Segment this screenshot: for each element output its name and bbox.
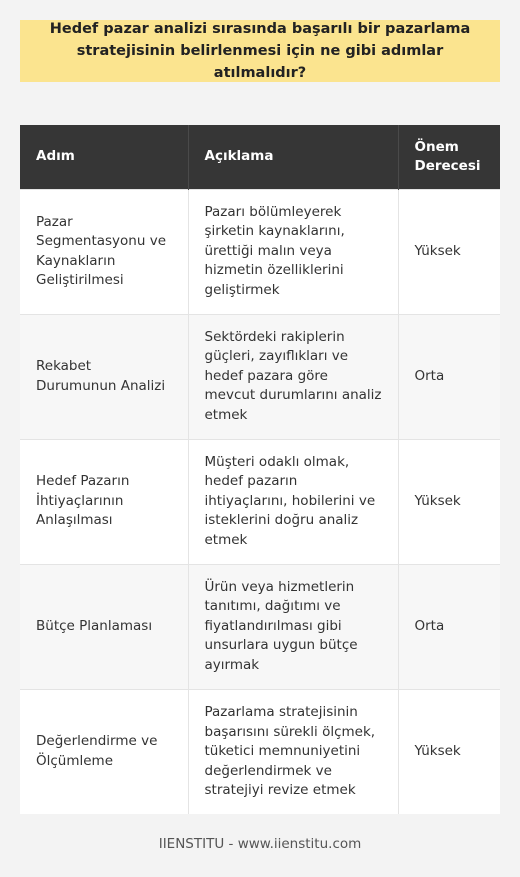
cell-step: Bütçe Planlaması	[20, 564, 188, 689]
cell-importance: Yüksek	[398, 189, 500, 314]
footer-credit: IIENSTITU - www.iienstitu.com	[158, 836, 362, 852]
cell-importance: Orta	[398, 564, 500, 689]
cell-description: Sektördeki rakiplerin güçleri, zayıflıkları ve hedef pazara göre mevcut durumlarını analiz etmek	[188, 314, 398, 439]
header-step: Adım	[36, 148, 75, 165]
cell-importance: Orta	[398, 314, 500, 439]
title-banner	[20, 20, 500, 82]
table-row	[20, 564, 500, 689]
header-description: Açıklama	[188, 125, 398, 189]
cell-description: Pazarı bölümleyerek şirketin kaynaklarını, ürettiği malın veya hizmetin özelliklerini geliştirmek	[188, 189, 398, 314]
cell-description: Ürün veya hizmetlerin tanıtımı, dağıtımı ve fiyatlandırılması gibi unsurlara uygun bütçe ayırmak	[188, 564, 398, 689]
page-title: Hedef pazar analizi sırasında başarılı bir pazarlama stratejisinin belirlenmesi için ne gibi adımlar atılmalıdır?	[49, 21, 471, 81]
cell-importance: Yüksek	[398, 689, 500, 814]
steps-table	[20, 125, 500, 814]
header-importance: Önem Derecesi	[398, 125, 500, 189]
table-row	[20, 189, 500, 314]
cell-step: Hedef Pazarın İhtiyaçlarının Anlaşılması	[20, 439, 188, 564]
cell-step: Pazar Segmentasyonu ve Kaynakların Geliştirilmesi	[20, 189, 188, 314]
cell-description: Müşteri odaklı olmak, hedef pazarın ihtiyaçlarını, hobilerini ve isteklerini doğru analiz etmek	[188, 439, 398, 564]
cell-step: Değerlendirme ve Ölçümleme	[20, 689, 188, 814]
table-row	[20, 689, 500, 814]
table-header-row	[20, 125, 500, 189]
table-row	[20, 314, 500, 439]
cell-description: Pazarlama stratejisinin başarısını sürekli ölçmek, tüketici memnuniyetini değerlendirmek ve stratejiyi revize etmek	[188, 689, 398, 814]
cell-importance: Yüksek	[398, 439, 500, 564]
table-row	[20, 439, 500, 564]
cell-step: Rekabet Durumunun Analizi	[20, 314, 188, 439]
